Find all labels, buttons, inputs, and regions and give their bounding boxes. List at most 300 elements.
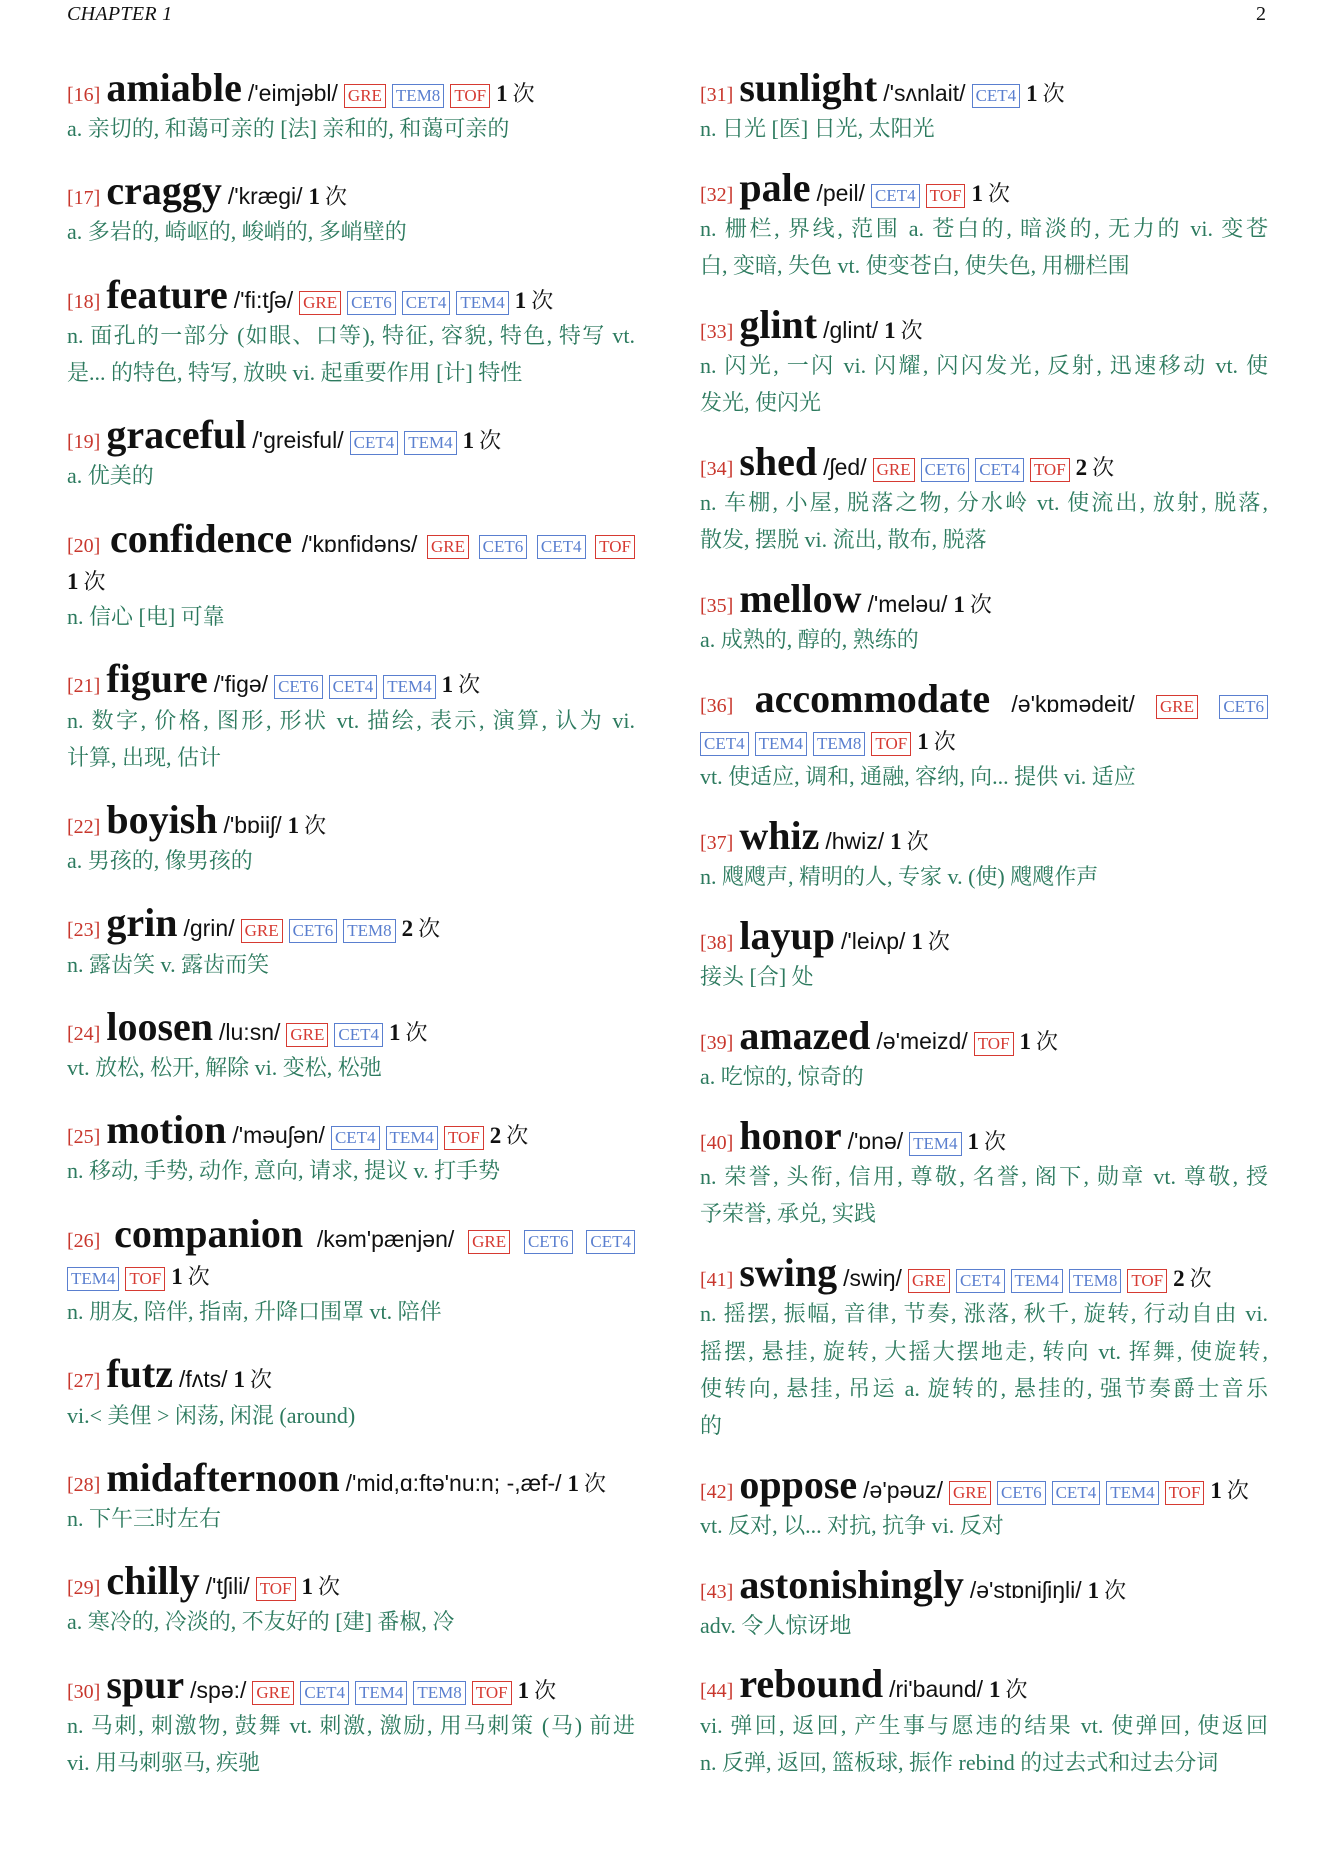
vocab-entry [700, 1112, 1268, 1233]
count-number: 1 [971, 180, 983, 206]
phonetic: /ə'kɒmədeit/ [1011, 690, 1135, 717]
frequency-count [496, 77, 535, 108]
vocab-entry [700, 438, 1268, 559]
definition [67, 1397, 635, 1434]
entry-index: [20] [67, 534, 101, 557]
count-number: 1 [517, 1677, 530, 1703]
phonetic: /'bɒiiʃ/ [223, 811, 282, 838]
definition-line: vi.< 美俚 > 闲荡, 闲混 (around) [67, 1402, 356, 1428]
phonetic: /'kɒnfidəns/ [301, 530, 418, 557]
definition-line: 接头 [合] 处 [700, 964, 814, 990]
entry-header-line [700, 576, 1268, 622]
entry-header-line [67, 1558, 635, 1604]
definition-line: n. 面孔的一部分 (如眼、口等), 特征, 容貌, 特色, 特写 vt. [67, 322, 635, 348]
exam-tag-tem4: TEM4 [1106, 1481, 1158, 1505]
entry-header-line [67, 796, 635, 842]
definition-line: a. 多岩的, 崎岖的, 峻峭的, 多峭壁的 [67, 219, 407, 245]
definition-line: 发光, 使闪光 [700, 390, 822, 416]
definition [700, 1058, 1268, 1095]
frequency-count [234, 1363, 273, 1394]
phonetic: /glint/ [823, 316, 879, 343]
entry-header-line [67, 656, 635, 702]
headword: mellow [739, 576, 862, 622]
vocab-entry [700, 576, 1268, 659]
headword: figure [106, 656, 208, 702]
definition [67, 213, 635, 250]
entry-index: [31] [700, 83, 734, 106]
count-number: 1 [567, 1470, 580, 1496]
entry-index: [28] [67, 1473, 101, 1496]
exam-tag-tof: TOF [472, 1681, 512, 1705]
headword: sunlight [739, 64, 878, 110]
entry-index: [40] [700, 1131, 734, 1154]
frequency-count [989, 1673, 1028, 1704]
entry-header-line [67, 1210, 635, 1256]
exam-tag-cet6: CET6 [274, 675, 323, 699]
frequency-count [515, 284, 554, 315]
exam-tag-tof: TOF [926, 184, 966, 208]
entry-header-line [700, 164, 1268, 210]
definition-line: n. 数字, 价格, 图形, 形状 vt. 描绘, 表示, 演算, 认为 vi. [67, 707, 635, 733]
vocab-entry [67, 656, 635, 776]
headword: pale [739, 164, 811, 210]
phonetic: /'figə/ [213, 671, 269, 698]
definition [67, 1500, 635, 1537]
count-number: 1 [967, 1128, 980, 1154]
phonetic: /'məuʃən/ [232, 1122, 325, 1149]
definition-line: n. 闪光, 一闪 vi. 闪耀, 闪闪发光, 反射, 迅速移动 vt. 使 [700, 353, 1268, 378]
frequency-count [302, 1570, 341, 1601]
vocab-entry [67, 1003, 635, 1087]
vocab-entry [67, 412, 635, 495]
entry-index: [25] [67, 1126, 101, 1149]
headword: spur [106, 1661, 185, 1707]
exam-tag-tem4: TEM4 [1011, 1269, 1063, 1293]
entry-header-line [67, 168, 635, 214]
exam-tag-gre: GRE [241, 919, 283, 943]
entry-index: [32] [700, 183, 734, 206]
count-number: 1 [233, 1367, 246, 1393]
frequency-count [1020, 1025, 1059, 1056]
vocab-entry [700, 813, 1268, 896]
frequency-count [288, 809, 327, 840]
count-unit: 次 [506, 1123, 529, 1149]
frequency-count [968, 1125, 1007, 1156]
entry-header-line [67, 900, 635, 946]
exam-tag-tem4: TEM4 [909, 1132, 961, 1156]
count-number: 1 [1019, 1028, 1032, 1054]
definition [700, 347, 1268, 422]
frequency-count [1026, 77, 1065, 108]
phonetic: /peil/ [816, 179, 866, 206]
frequency-count [402, 912, 441, 943]
definition-line: 散发, 摆脱 vi. 流出, 散布, 脱落 [700, 527, 987, 553]
count-number: 2 [401, 916, 414, 942]
entry-index: [35] [700, 595, 734, 618]
exam-tag-gre: GRE [1156, 695, 1198, 719]
count-number: 1 [953, 592, 965, 618]
vocab-entry [700, 1561, 1268, 1645]
definition-line: vt. 反对, 以... 对抗, 抗争 vi. 反对 [700, 1512, 1004, 1538]
phonetic: /spə:/ [190, 1676, 247, 1703]
exam-tag-tof: TOF [1030, 458, 1070, 482]
definition [67, 702, 635, 777]
definition-line: n. 移动, 手势, 动作, 意向, 请求, 提议 v. 打手势 [67, 1158, 501, 1184]
count-unit: 次 [458, 672, 481, 698]
headword: feature [106, 271, 228, 317]
phonetic: /'ɒnə/ [847, 1127, 904, 1154]
phonetic: /hwiz/ [825, 828, 885, 855]
definition-line: vi. 用马刺驱马, 疾驰 [67, 1750, 261, 1776]
exam-tag-cet6: CET6 [347, 291, 396, 315]
entry-index: [21] [67, 675, 101, 698]
count-number: 1 [1026, 80, 1038, 106]
definition-line: n. 朋友, 陪伴, 指南, 升降口围罩 vt. 陪伴 [67, 1299, 442, 1325]
phonetic: /'mid,ɑ:ftə'nu:n; -,æf-/ [345, 1469, 562, 1496]
frequency-count [490, 1119, 529, 1150]
exam-tag-cet4: CET4 [586, 1230, 635, 1254]
vocab-entry [700, 1250, 1268, 1444]
vocab-entry [700, 1012, 1268, 1096]
exam-tag-tem4: TEM4 [456, 291, 508, 315]
definition-line: vt. 使适应, 调和, 通融, 容纳, 向... 提供 vi. 适应 [700, 764, 1136, 790]
right-column [700, 64, 1268, 1807]
count-unit: 次 [584, 1470, 607, 1496]
exam-tag-tof: TOF [256, 1577, 296, 1601]
phonetic: /'leiʌp/ [840, 928, 906, 955]
entry-index: [29] [67, 1577, 101, 1600]
phonetic: /fʌts/ [178, 1366, 228, 1393]
entry-index: [16] [67, 83, 101, 106]
definition-line: 摇摆, 悬挂, 旋转, 大摇大摆地走, 转向 vt. 挥舞, 使旋转, [700, 1338, 1268, 1364]
count-number: 1 [67, 568, 79, 594]
count-number: 1 [301, 1574, 313, 1600]
headword: graceful [106, 412, 247, 458]
entry-header-line [67, 1351, 635, 1397]
count-unit: 次 [405, 1019, 428, 1045]
count-unit: 次 [325, 184, 348, 210]
headword: motion [106, 1107, 227, 1153]
frequency-count [1210, 1474, 1249, 1505]
exam-tag-cet4: CET4 [537, 535, 586, 559]
frequency-count [884, 314, 923, 345]
phonetic: /lu:sn/ [219, 1018, 281, 1045]
definition [67, 1707, 635, 1782]
vocab-entry [67, 1558, 635, 1641]
definition-line: vt. 放松, 松开, 解除 vi. 变松, 松弛 [67, 1055, 382, 1081]
entry-header-line [67, 1003, 635, 1049]
exam-tag-cet6: CET6 [921, 458, 970, 482]
entry-index: [42] [700, 1480, 734, 1503]
phonetic: /'sʌnlait/ [883, 79, 966, 106]
headword: grin [106, 900, 178, 946]
exam-tag-tem8: TEM8 [343, 919, 395, 943]
definition [67, 110, 635, 147]
entry-header-line [700, 813, 1268, 859]
exam-tag-tof: TOF [974, 1032, 1014, 1056]
definition-line: 计算, 出现, 估计 [67, 744, 222, 770]
count-number: 1 [917, 729, 929, 755]
definition [700, 758, 1268, 795]
frequency-count [568, 1467, 607, 1498]
definition-line: a. 优美的 [67, 463, 154, 489]
phonetic: /'krægi/ [227, 183, 303, 210]
definition [700, 1158, 1268, 1233]
count-number: 1 [890, 829, 902, 855]
definition-line: 的 [700, 1413, 723, 1438]
count-unit: 次 [927, 929, 950, 955]
exam-tag-cet4: CET4 [1052, 1481, 1101, 1505]
exam-tag-gre: GRE [427, 535, 469, 559]
exam-tag-tem8: TEM8 [1069, 1269, 1121, 1293]
definition [700, 621, 1268, 658]
entry-index: [26] [67, 1229, 101, 1252]
frequency-count [518, 1674, 557, 1705]
exam-tag-gre: GRE [286, 1023, 328, 1047]
entry-header-line [700, 1661, 1268, 1707]
count-number: 2 [1075, 454, 1088, 480]
definition-line: a. 男孩的, 像男孩的 [67, 848, 253, 874]
phonetic: /swiŋ/ [843, 1265, 902, 1291]
count-unit: 次 [1042, 80, 1065, 106]
definition-line: n. 露齿笑 v. 露齿而笑 [67, 951, 270, 977]
definition [67, 946, 635, 983]
definition [67, 1049, 635, 1086]
entry-index: [34] [700, 457, 734, 480]
count-unit: 次 [1189, 1266, 1212, 1291]
exam-tag-gre: GRE [873, 458, 915, 482]
count-number: 1 [1210, 1477, 1222, 1503]
count-unit: 次 [512, 80, 535, 106]
phonetic: /grin/ [183, 915, 235, 942]
phonetic: /'meləu/ [867, 591, 948, 618]
exam-tag-tof: TOF [1165, 1481, 1205, 1505]
vocab-entry [700, 64, 1268, 148]
phonetic: /ri'baund/ [889, 1676, 984, 1703]
vocab-entry [67, 515, 635, 636]
entry-index: [39] [700, 1031, 734, 1054]
entry-header-line [67, 1454, 635, 1500]
count-unit: 次 [83, 568, 106, 594]
definition-line: a. 成熟的, 醇的, 熟练的 [700, 627, 919, 653]
exam-tag-cet6: CET6 [997, 1481, 1046, 1505]
count-unit: 次 [531, 287, 554, 313]
entry-header-line [700, 438, 1268, 484]
exam-tag-gre: GRE [252, 1681, 294, 1705]
entry-index: [44] [700, 1680, 734, 1703]
definition-line: n. 摇摆, 振幅, 音律, 节奏, 涨落, 秋千, 旋转, 行动自由 vi. [700, 1301, 1268, 1327]
exam-tag-cet4: CET4 [871, 184, 920, 208]
definition [67, 1293, 635, 1330]
count-unit: 次 [933, 729, 956, 755]
headword: craggy [106, 168, 222, 214]
entry-header-line [700, 1561, 1268, 1607]
count-number: 2 [1173, 1266, 1185, 1291]
count-unit: 次 [900, 317, 923, 343]
vocab-entry [67, 1661, 635, 1782]
definition [67, 1152, 635, 1189]
definition-line: n. 车棚, 小屋, 脱落之物, 分水岭 vt. 使流出, 放射, 脱落, [700, 490, 1268, 516]
exam-tag-tof: TOF [1127, 1269, 1167, 1293]
definition-line: 使转向, 悬挂, 吊运 a. 旋转的, 悬挂的, 强节奏爵士音乐 [700, 1375, 1268, 1401]
definition [700, 484, 1268, 559]
exam-tag-tof: TOF [450, 84, 490, 108]
exam-tag-gre: GRE [949, 1481, 991, 1505]
frequency-count [953, 588, 992, 619]
headword: midafternoon [106, 1454, 340, 1500]
definition [700, 1507, 1268, 1544]
exam-tag-tem8: TEM8 [813, 732, 865, 756]
count-number: 1 [287, 812, 300, 838]
exam-tag-tof: TOF [125, 1267, 165, 1291]
frequency-count [890, 825, 929, 856]
count-unit: 次 [318, 1574, 341, 1600]
chapter-heading: CHAPTER 1 [67, 3, 173, 25]
frequency-count [1088, 1574, 1127, 1605]
count-number: 1 [1087, 1577, 1100, 1603]
definition-line: adv. 令人惊讶地 [700, 1612, 852, 1638]
headword: glint [739, 301, 818, 347]
vocab-entry [67, 900, 635, 983]
entry-header-line [700, 721, 1268, 758]
definition-line: a. 吃惊的, 惊奇的 [700, 1064, 864, 1090]
entry-header-line [700, 1461, 1268, 1507]
count-number: 1 [496, 80, 508, 106]
entry-index: [43] [700, 1580, 734, 1603]
definition-line: n. 日光 [医] 日光, 太阳光 [700, 115, 935, 141]
headword: rebound [739, 1661, 884, 1707]
frequency-count [309, 180, 348, 211]
vocab-entry [700, 913, 1268, 996]
entry-index: [41] [700, 1269, 734, 1291]
definition [67, 457, 635, 494]
headword: swing [739, 1250, 838, 1295]
exam-tag-cet4: CET4 [300, 1681, 349, 1705]
exam-tag-cet6: CET6 [1219, 695, 1268, 719]
headword: whiz [739, 813, 820, 859]
exam-tag-cet4: CET4 [956, 1269, 1005, 1293]
definition-line: 予荣誉, 承兑, 实践 [700, 1201, 877, 1227]
headword: honor [739, 1112, 842, 1158]
count-unit: 次 [418, 916, 441, 942]
exam-tag-cet4: CET4 [331, 1126, 380, 1150]
exam-tag-gre: GRE [299, 291, 341, 315]
count-unit: 次 [304, 812, 327, 838]
entry-header-line [67, 1661, 635, 1707]
entry-header-line [67, 271, 635, 317]
vocab-entry [700, 164, 1268, 285]
definition [700, 1707, 1268, 1782]
count-unit: 次 [187, 1263, 210, 1289]
exam-tag-gre: GRE [468, 1230, 510, 1254]
entry-index: [27] [67, 1370, 101, 1393]
frequency-count [971, 177, 1010, 208]
exam-tag-tem8: TEM8 [413, 1681, 465, 1705]
definition-line: n. 荣誉, 头衔, 信用, 尊敬, 名誉, 阁下, 勋章 vt. 尊敬, 授 [700, 1164, 1268, 1190]
frequency-count [1173, 1262, 1212, 1293]
count-number: 1 [884, 317, 896, 343]
definition-line: n. 栅栏, 界线, 范围 a. 苍白的, 暗淡的, 无力的 vi. 变苍 [700, 215, 1268, 241]
exam-tag-tem8: TEM8 [392, 84, 444, 108]
entry-index: [17] [67, 187, 101, 210]
entry-index: [37] [700, 832, 734, 855]
vocab-entry [700, 301, 1268, 422]
exam-tag-gre: GRE [344, 84, 386, 108]
phonetic: /'tʃili/ [205, 1573, 250, 1600]
frequency-count [917, 725, 956, 756]
entry-index: [22] [67, 815, 101, 838]
definition-line: a. 寒冷的, 冷淡的, 不友好的 [建] 番椒, 冷 [67, 1609, 455, 1635]
definition [700, 210, 1268, 285]
entry-header-line [700, 64, 1268, 110]
entry-index: [36] [700, 694, 734, 717]
vocab-entry [67, 796, 635, 880]
exam-tag-tof: TOF [871, 732, 911, 756]
headword: chilly [106, 1558, 200, 1604]
count-unit: 次 [479, 428, 502, 454]
exam-tag-cet4: CET4 [334, 1023, 383, 1047]
entry-header-line [67, 1256, 635, 1293]
phonetic: /'greisful/ [252, 427, 344, 454]
phonetic: /ə'meizd/ [876, 1027, 968, 1054]
definition-line: n. 反弹, 返回, 篮板球, 振作 rebind 的过去式和过去分词 [700, 1749, 1219, 1775]
definition [700, 858, 1268, 895]
definition-line: vi. 弹回, 返回, 产生事与愿违的结果 vt. 使弹回, 使返回 [700, 1712, 1268, 1738]
exam-tag-cet4: CET4 [972, 84, 1021, 108]
phonetic: /ə'pəuz/ [863, 1476, 943, 1503]
count-unit: 次 [969, 592, 992, 618]
count-unit: 次 [534, 1677, 557, 1703]
exam-tag-cet4: CET4 [329, 675, 378, 699]
entry-index: [24] [67, 1022, 101, 1045]
exam-tag-tem4: TEM4 [355, 1681, 407, 1705]
count-number: 2 [489, 1123, 502, 1149]
entry-index: [33] [700, 320, 734, 343]
count-number: 1 [308, 184, 321, 210]
exam-tag-cet4: ​ CET4 [700, 732, 749, 756]
phonetic: /kəm'pænjən/ [316, 1225, 455, 1252]
entry-header-line [700, 913, 1268, 959]
headword: layup [739, 913, 835, 959]
headword: confidence [109, 515, 293, 561]
count-number: 1 [462, 428, 475, 454]
exam-tag-gre: GRE [908, 1269, 950, 1293]
vocab-entry [67, 64, 635, 148]
count-unit: 次 [987, 180, 1010, 206]
definition-line: 是... 的特色, 特写, 放映 vi. 起重要作用 [计] 特性 [67, 360, 523, 386]
definition-line: n. 飕飕声, 精明的人, 专家 v. (使) 飕飕作声 [700, 864, 1099, 890]
entry-header-line [700, 301, 1268, 347]
entry-index: [18] [67, 290, 101, 313]
count-unit: 次 [906, 829, 929, 855]
entry-index: [23] [67, 919, 101, 942]
headword: astonishingly [739, 1561, 964, 1607]
definition-line: n. 信心 [电] 可靠 [67, 604, 225, 630]
count-unit: 次 [1226, 1477, 1249, 1503]
headword: futz [106, 1351, 173, 1397]
definition [67, 598, 635, 635]
exam-tag-tem4: TEM4 [383, 675, 435, 699]
exam-tag-cet6: CET6 [289, 919, 338, 943]
count-number: 1 [989, 1677, 1001, 1703]
phonetic: /'eimjəbl/ [247, 79, 338, 106]
definition [67, 317, 635, 392]
vocab-entry [700, 675, 1268, 796]
headword: shed [739, 438, 818, 484]
vocab-entry [67, 271, 635, 392]
headword: loosen [106, 1003, 214, 1049]
frequency-count [911, 925, 950, 956]
